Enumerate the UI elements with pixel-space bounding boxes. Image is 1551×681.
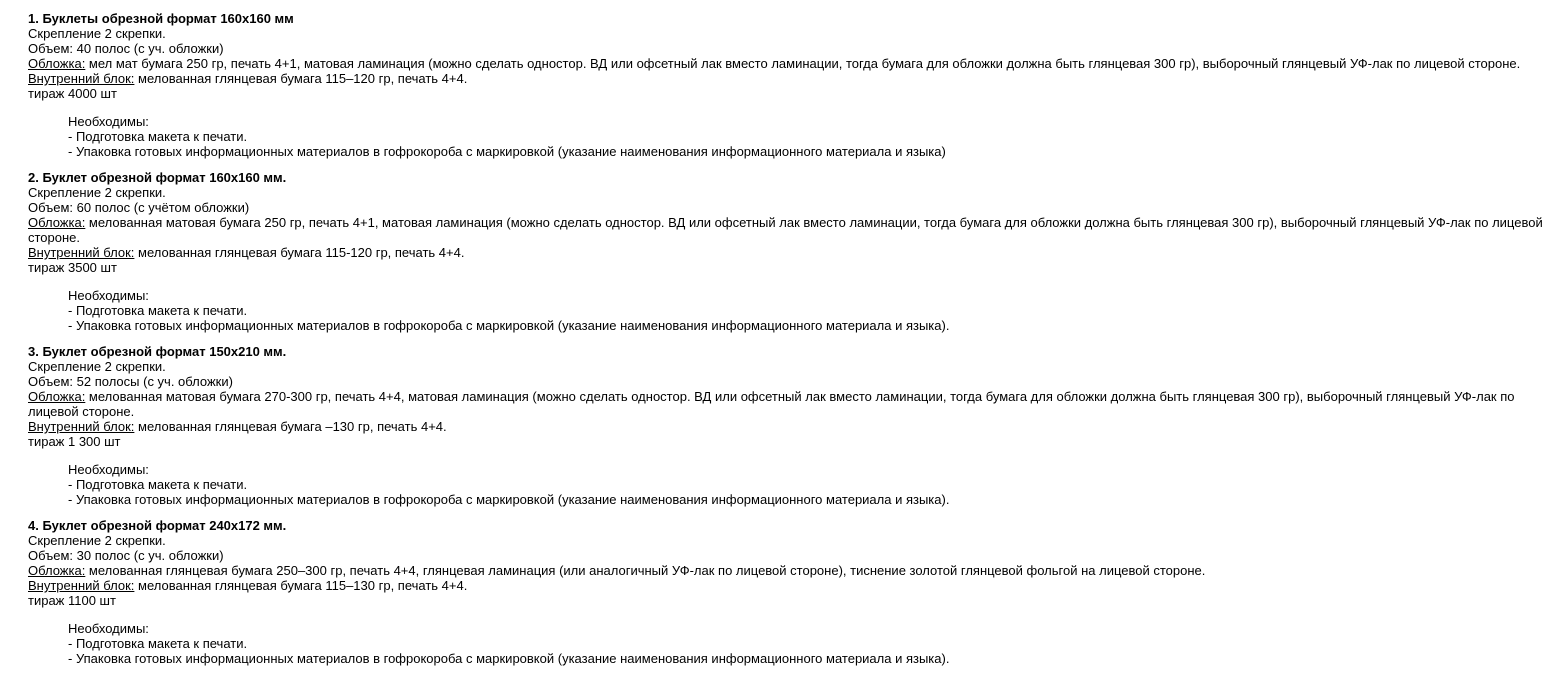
inner-block-spec — [28, 578, 1546, 593]
booklet-item — [28, 11, 1546, 159]
inner-block-label: Внутренний блок: — [28, 578, 135, 593]
volume-text: Объем: 52 полосы (с уч. обложки) — [28, 374, 233, 389]
requirements-label: Необходимы: — [68, 621, 149, 636]
requirement-item: - Упаковка готовых информационных материалов в гофрокороба с маркировкой (указание наименования информационного материала и языка). — [68, 492, 950, 507]
requirements-label: Необходимы: — [68, 114, 149, 129]
requirement-item: - Упаковка готовых информационных материалов в гофрокороба с маркировкой (указание наименования информационного материала и языка) — [68, 144, 946, 159]
cover-text: мел мат бумага 250 гр, печать 4+1, матовая ламинация (можно сделать одностор. ВД или офсетный лак вместо ламинации, тогда бумага для обложки должна быть глянцевая 300 гр), выборочный глянцевый УФ-лак по лицевой стороне. — [85, 56, 1521, 71]
cover-label: Обложка: — [28, 215, 86, 230]
inner-block-text: мелованная глянцевая бумага 115–120 гр, печать 4+4. — [134, 71, 468, 86]
cover-text: мелованная матовая бумага 270-300 гр, печать 4+4, матовая ламинация (можно сделать одностор. ВД или офсетный лак вместо ламинации, тогда бумага для обложки должна быть глянцевая 300 гр), выборочный глянцевый УФ-лак по лицевой стороне. — [28, 389, 1515, 419]
booklet-title: 1. Буклеты обрезной формат 160х160 мм — [28, 11, 294, 26]
booklet-item — [28, 344, 1546, 507]
binding-text: Скрепление 2 скрепки. — [28, 26, 166, 41]
requirements-label: Необходимы: — [68, 288, 149, 303]
cover-spec — [28, 389, 1546, 419]
booklet-item — [28, 170, 1546, 333]
inner-block-spec — [28, 245, 1546, 260]
requirement-item: - Упаковка готовых информационных материалов в гофрокороба с маркировкой (указание наименования информационного материала и языка). — [68, 651, 950, 666]
booklet-title: 3. Буклет обрезной формат 150х210 мм. — [28, 344, 287, 359]
inner-block-spec — [28, 71, 1546, 86]
inner-block-label: Внутренний блок: — [28, 419, 135, 434]
cover-spec — [28, 56, 1546, 71]
requirement-item: - Подготовка макета к печати. — [68, 477, 248, 492]
requirements-block — [68, 114, 1546, 159]
inner-block-text: мелованная глянцевая бумага –130 гр, печать 4+4. — [134, 419, 447, 434]
cover-label: Обложка: — [28, 56, 86, 71]
volume-text: Объем: 40 полос (с уч. обложки) — [28, 41, 224, 56]
cover-spec — [28, 215, 1546, 245]
cover-label: Обложка: — [28, 563, 86, 578]
volume-text: Объем: 60 полос (с учётом обложки) — [28, 200, 250, 215]
print-run-text: тираж 3500 шт — [28, 260, 117, 275]
binding-text: Скрепление 2 скрепки. — [28, 359, 166, 374]
cover-text: мелованная матовая бумага 250 гр, печать 4+1, матовая ламинация (можно сделать одностор. ВД или офсетный лак вместо ламинации, тогда бумага для обложки должна быть глянцевая 300 гр), выборочный глянцевый УФ-лак по лицевой стороне. — [28, 215, 1543, 245]
binding-text: Скрепление 2 скрепки. — [28, 185, 166, 200]
inner-block-text: мелованная глянцевая бумага 115-120 гр, печать 4+4. — [134, 245, 465, 260]
booklet-title: 2. Буклет обрезной формат 160х160 мм. — [28, 170, 287, 185]
cover-label: Обложка: — [28, 389, 86, 404]
inner-block-spec — [28, 419, 1546, 434]
print-run-text: тираж 1100 шт — [28, 593, 116, 608]
requirements-label: Необходимы: — [68, 462, 149, 477]
cover-spec — [28, 563, 1546, 578]
requirements-block — [68, 621, 1546, 666]
inner-block-text: мелованная глянцевая бумага 115–130 гр, печать 4+4. — [134, 578, 468, 593]
volume-text: Объем: 30 полос (с уч. обложки) — [28, 548, 224, 563]
print-run-text: тираж 4000 шт — [28, 86, 117, 101]
requirement-item: - Подготовка макета к печати. — [68, 303, 248, 318]
document-body — [28, 11, 1546, 677]
requirement-item: - Подготовка макета к печати. — [68, 129, 248, 144]
inner-block-label: Внутренний блок: — [28, 71, 135, 86]
binding-text: Скрепление 2 скрепки. — [28, 533, 166, 548]
print-run-text: тираж 1 300 шт — [28, 434, 121, 449]
requirement-item: - Упаковка готовых информационных материалов в гофрокороба с маркировкой (указание наименования информационного материала и языка). — [68, 318, 950, 333]
booklet-title: 4. Буклет обрезной формат 240х172 мм. — [28, 518, 287, 533]
cover-text: мелованная глянцевая бумага 250–300 гр, печать 4+4, глянцевая ламинация (или аналогичный УФ-лак по лицевой стороне), тиснение золотой глянцевой фольгой на лицевой стороне. — [85, 563, 1206, 578]
inner-block-label: Внутренний блок: — [28, 245, 135, 260]
requirements-block — [68, 462, 1546, 507]
requirements-block — [68, 288, 1546, 333]
requirement-item: - Подготовка макета к печати. — [68, 636, 248, 651]
booklet-item — [28, 518, 1546, 666]
